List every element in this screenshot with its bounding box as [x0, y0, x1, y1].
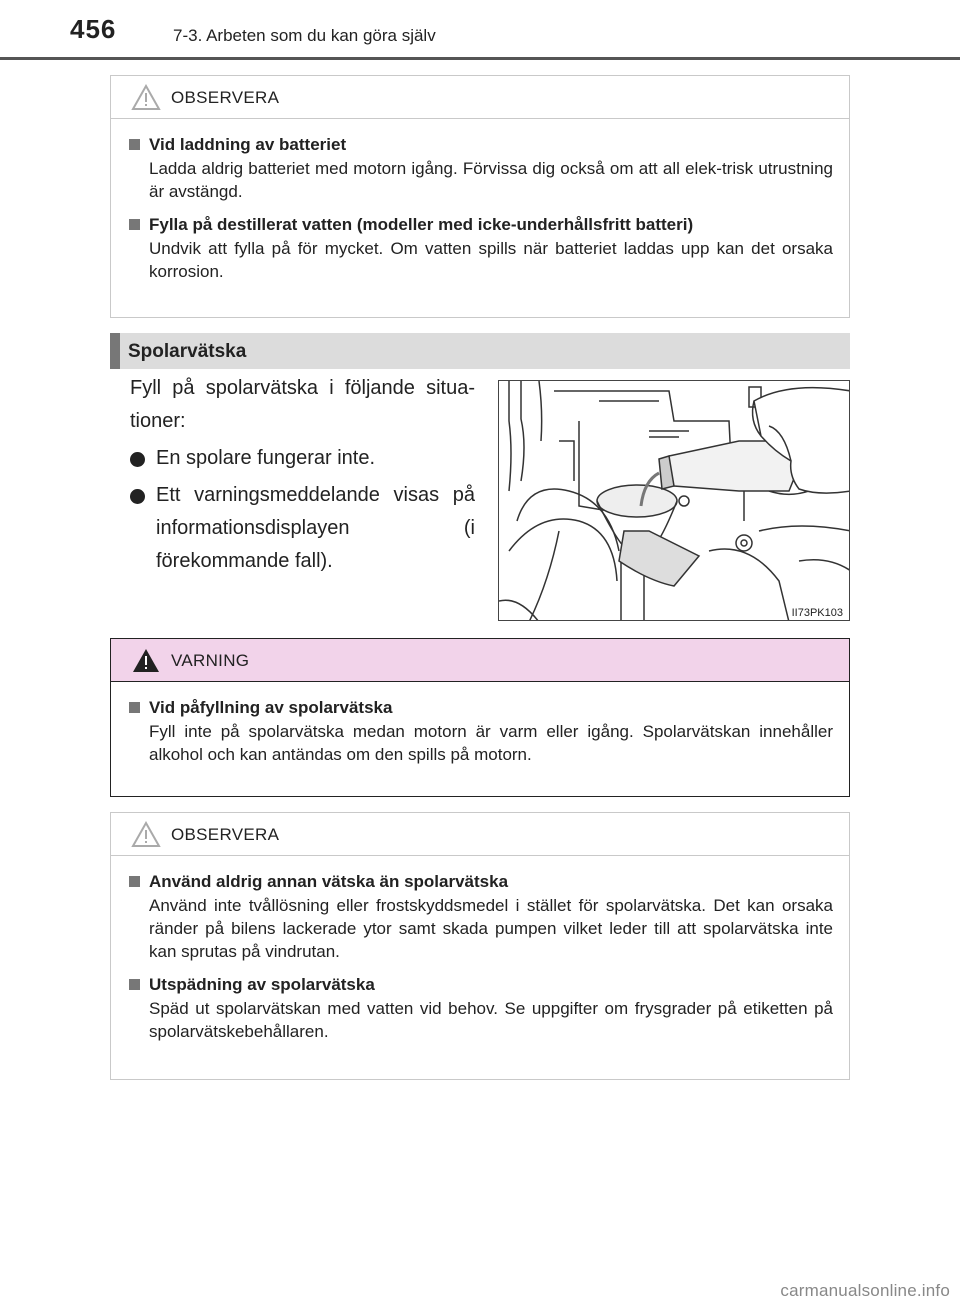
section-body	[130, 372, 475, 578]
section-heading: Spolarvätska	[128, 341, 247, 362]
notice-header	[111, 76, 849, 119]
figure-code: II73PK103	[791, 607, 843, 619]
warning-box	[110, 638, 850, 797]
notice-title: OBSERVERA	[171, 825, 280, 844]
engine-bay-drawing	[499, 381, 850, 621]
square-bullet-icon	[129, 139, 140, 150]
bullet-dot-icon	[130, 452, 145, 467]
warning-item	[129, 696, 833, 766]
notice-item	[129, 133, 833, 203]
square-bullet-icon	[129, 702, 140, 713]
warning-title: VARNING	[171, 651, 250, 670]
header-divider	[0, 57, 960, 60]
item-heading: Vid påfyllning av spolarvätska	[149, 698, 393, 717]
notice-header	[111, 813, 849, 856]
notice-item	[129, 870, 833, 963]
item-text: Fyll inte på spolarvätska medan motorn är varm eller igång. Spolarvätskan innehåller alkohol och kan antändas om den spills på motorn.	[149, 722, 833, 764]
caution-triangle-icon	[131, 84, 161, 111]
notice-box-fluid	[110, 812, 850, 1080]
bullet-item: En spolare fungerar inte.	[130, 442, 475, 475]
bullet-dot-icon	[130, 489, 145, 504]
intro-text: Fyll på spolarvätska i följande situa-tioner:	[130, 377, 475, 432]
item-text: Ladda aldrig batteriet med motorn igång. Förvissa dig också om att all elek-trisk utrustning är avstängd.	[149, 159, 833, 201]
notice-item	[129, 973, 833, 1043]
item-heading: Utspädning av spolarvätska	[149, 975, 375, 994]
square-bullet-icon	[129, 979, 140, 990]
notice-item	[129, 213, 833, 283]
section-title: 7-3. Arbeten som du kan göra själv	[173, 26, 436, 45]
warning-triangle-icon	[131, 647, 161, 674]
item-heading: Använd aldrig annan vätska än spolarvätska	[149, 872, 509, 891]
warning-header	[111, 639, 849, 682]
caution-triangle-icon	[131, 821, 161, 848]
item-heading: Vid laddning av batteriet	[149, 135, 347, 154]
notice-box-battery	[110, 75, 850, 318]
watermark: carmanualsonline.info	[780, 1281, 950, 1300]
item-heading: Fylla på destillerat vatten (modeller med icke-underhållsfritt batteri)	[149, 215, 694, 234]
item-text: Späd ut spolarvätskan med vatten vid behov. Se uppgifter om frysgrader på etiketten på spolarvätskebehållaren.	[149, 999, 833, 1041]
square-bullet-icon	[129, 876, 140, 887]
square-bullet-icon	[129, 219, 140, 230]
bullet-item: Ett varningsmeddelande visas på informationsdisplayen (i förekommande fall).	[130, 479, 475, 578]
washer-fluid-illustration	[498, 380, 850, 621]
notice-title: OBSERVERA	[171, 88, 280, 107]
item-text: Undvik att fylla på för mycket. Om vatten spills när batteriet laddas upp kan det orsaka korrosion.	[149, 239, 833, 281]
page-number: 456	[70, 14, 117, 44]
section-heading-band	[110, 333, 850, 369]
item-text: Använd inte tvållösning eller frostskyddsmedel i stället för spolarvätska. Det kan orsaka ränder på bilens lackerade ytor samt skada pumpen vilket leder till att spolarvätska inte kan sprutas på vindrutan.	[149, 896, 833, 961]
